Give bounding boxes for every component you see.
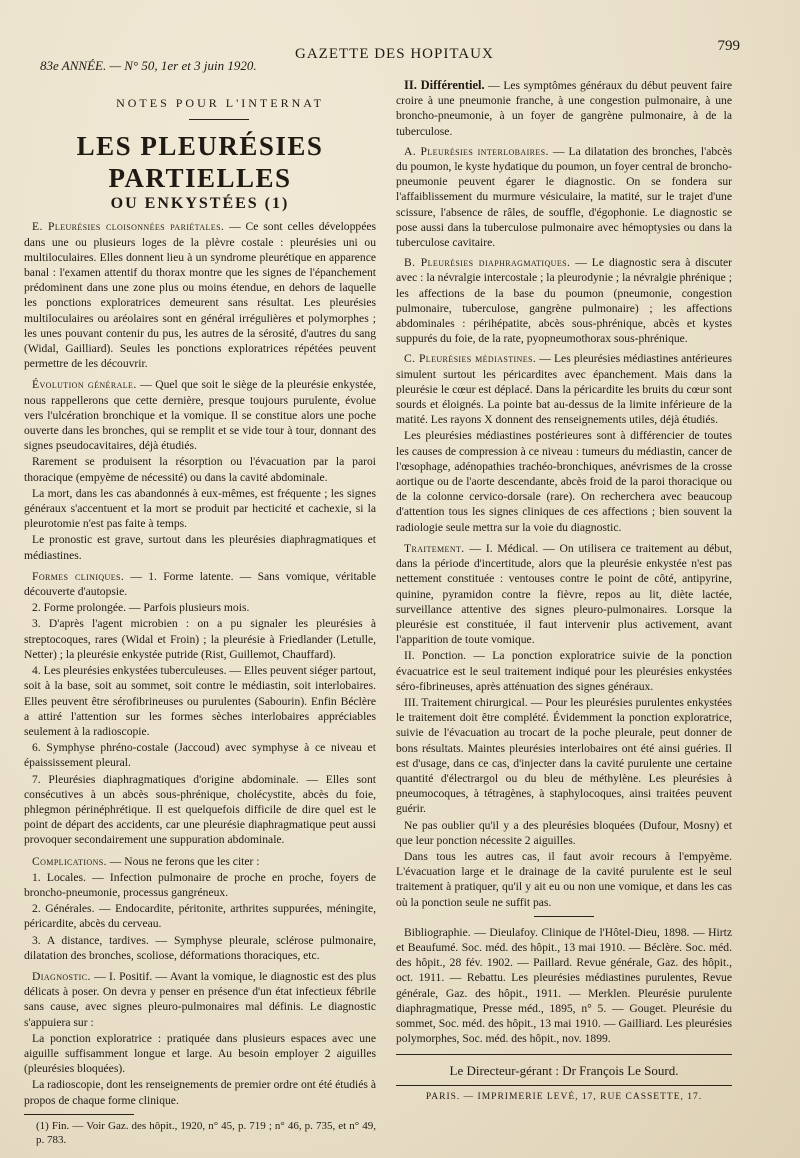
right-column: [396, 78, 732, 1105]
paragraph-text: — La dilatation des bronches, l'abcès du poumon, le kyste hydatique du poumon, un foyer central de broncho-pneumonie peuvent égarer le diagnostic. On se fondera sur l'affaiblissement du murmure vésiculaire, la matité, sur le trajet d'une scissure, l'absence de râles, de souffle, d'égophonie. Le diagnostic se pose aussi dans la tuberculose pulmonaire avec hémoptysies ou dans la tuberculose cavitaire.: [396, 144, 732, 250]
paragraph: [396, 255, 732, 346]
run-in-heading: E. Pleurésies cloisonnées pariétales.: [32, 220, 225, 234]
divider: [534, 916, 594, 917]
running-header: [40, 38, 740, 78]
paragraph: 1. Locales. — Infection pulmonaire de proche en proche, foyers de broncho-pneumonie, processus gangréneux.: [24, 870, 376, 899]
left-column: [24, 92, 376, 1147]
run-in-heading: C. Pleurésies médiastines.: [404, 352, 537, 366]
paragraph-text: — Quel que soit le siège de la pleurésie enkystée, nous rappellerons que cette dernière, presque toujours purulente, évolue vers l'ulcération bronchique et la vomique. Il se constitue alors une poche ouverte dans les bronches, qui se remplit et se vide tour à tour, donnant des signes pseudocavitaires, déjà étudiés.: [24, 378, 376, 453]
bibliography: Bibliographie. — Dieulafoy. Clinique de l'Hôtel-Dieu, 1898. — Hirtz et Beaufumé. Soc. méd. des hôpit., 13 mai 1910. — Béclère. Soc. méd. des hôpit., 28 fév. 1902. — Paillard. Revue générale, Gaz. des hôpit., oct. 1911. — Rebattu. Les pleurésies médiastines purulentes, Revue générale, Gaz. des hôpit., 1911. — Merklen. Pleurésie purulente diaphragmatique, Presse méd., 1895, n° 5. — Gouget. Pleurésie du sommet, Soc. méd. des hôpit., 13 mai 1910. — Gailliard. Les pleurésies polymorphes, Soc. méd. des hôpit., nov. 1899.: [396, 925, 732, 1046]
paragraph-text: — Les pleurésies médiastines antérieures simulent surtout les péricardites avec épanchement. Mais dans la pleurésie le cœur est déplacé. Dans la péricardite les bruits du cœur sont sourds et éloignés. La pointe bat au-dessus de la limite inférieure de la matité. Les rayons X donnent des renseignements utiles, déjà étudiés.: [396, 352, 732, 427]
run-in-heading: Traitement.: [404, 541, 465, 555]
paragraph: [24, 377, 376, 453]
paragraph-text: — 1. Forme latente. — Sans vomique, véritable découverte d'autopsie.: [24, 569, 376, 599]
paragraph: 7. Pleurésies diaphragmatiques d'origine abdominale. — Elles sont consécutives à un abcès sous-phrénique, cholécystite, abcès du foie, phlegmon périnéphrétique. Il est quelquefois difficile de dire quel est le point de départ des accidents, car une pleurésie diaphragmatique peut aussi provoquer secondairement une suppuration abdominale.: [24, 772, 376, 847]
footnote: (1) Fin. — Voir Gaz. des hôpit., 1920, n° 45, p. 719 ; n° 46, p. 735, et n° 49, p. 783.: [36, 1119, 376, 1146]
paragraph: 2. Forme prolongée. — Parfois plusieurs mois.: [32, 601, 250, 615]
journal-title: GAZETTE DES HOPITAUX: [295, 46, 494, 62]
page-number: 799: [717, 38, 740, 54]
paragraph: [24, 219, 376, 371]
run-in-heading: A. Pleurésies interlobaires.: [404, 144, 549, 158]
article-subtitle: OU ENKYSTÉES (1): [110, 195, 290, 213]
paragraph: II. Ponction. — La ponction exploratrice suivie de la ponction évacuatrice est le seul traitement indiqué pour les pleurésies enkystées séro-fibrineuses, après atténuation des signes généraux.: [396, 649, 732, 693]
printer-line: PARIS. — IMPRIMERIE LEVÉ, 17, RUE CASSETTE, 17.: [425, 1091, 703, 1102]
paragraph: [396, 541, 732, 647]
paragraph-text: — Le diagnostic sera à discuter avec : la névralgie intercostale ; la pleurodynie ; la névralgie phrénique ; les affections de la base du poumon (pneumonie, congestion pulmonaire, tuberculose, gangrène pulmonaire) ; les affections abdominales : périhépatite, abcès sous-phrénique, abcès et kystes suppurés du foie, de la rate, pyopneumothorax sous-phrénique.: [396, 256, 732, 346]
paragraph: 3. A distance, tardives. — Symphyse pleurale, sclérose pulmonaire, dilatation des bronches, scoliose, déformations thoraciques, etc.: [24, 933, 376, 962]
director-line: Le Directeur-gérant : Dr François Le Sourd.: [449, 1063, 679, 1079]
paragraph: [24, 854, 376, 869]
paragraph: [24, 969, 376, 1030]
paragraph: Le pronostic est grave, surtout dans les pleurésies diaphragmatiques et médiastines.: [24, 533, 376, 562]
divider: [189, 119, 249, 120]
paragraph: La mort, dans les cas abandonnés à eux-mêmes, est fréquente ; les signes généraux s'accentuent et la mort se produit par hecticité et cachexie, si la pleurotomie n'est pas faite à temps.: [24, 486, 376, 531]
footnote-rule: [24, 1114, 134, 1115]
paragraph: [396, 144, 732, 250]
paragraph: La radioscopie, dont les renseignements de premier ordre ont été étudiés à propos de chaque forme clinique.: [24, 1078, 376, 1107]
paragraph-text: — I. Médical. — On utilisera ce traitement au début, dans la période d'incertitude, alors que la pleurésie enkystée n'est pas nettement constituée : ventouses contre le point de côté, antipyrine, quinine, pyramidon contre la fièvre, repos au lit, diète lactée, surveillance attentive des signes pleuro-pulmonaires. Lorsque la pleurésie est constituée, il faut intervenir plus activement, avant l'apparition de toute vomique.: [396, 541, 732, 647]
run-in-heading: II. Différentiel.: [404, 78, 485, 92]
section-heading: NOTES POUR L'INTERNAT: [116, 96, 324, 110]
paragraph: La ponction exploratrice : pratiquée dans plusieurs espaces avec une aiguille suffisamment longue et large. Au besoin employer 2 aiguilles (pleurésies bloquées).: [24, 1031, 376, 1076]
paragraph: Rarement se produisent la résorption ou l'évacuation par la paroi thoracique (empyème de nécessité) ou dans la cavité abdominale.: [24, 455, 376, 484]
paragraph: 4. Les pleurésies enkystées tuberculeuses. — Elles peuvent siéger partout, soit à la base, soit au sommet, soit contre le médiastin, soit interlobaires. Elles peuvent être sérofibrineuses ou purulentes (Sabourin). Enfin Béclère a attiré l'attention sur les formes sèches interlobaires appréciables seulement à la radioscopie.: [24, 664, 376, 738]
article-title: LES PLEURÉSIES PARTIELLES: [76, 131, 324, 194]
run-in-heading: B. Pleurésies diaphragmatiques.: [404, 256, 571, 270]
paragraph-text: — I. Positif. — Avant la vomique, le diagnostic est des plus délicats à poser. On devra y penser en présence d'un état infectieux fébrile sans cause, avec signes pleuro-pulmonaires mal définis. Le diagnostic s'appuiera sur :: [24, 969, 376, 1029]
issue-line: 83e ANNÉE. — N° 50, 1er et 3 juin 1920.: [40, 58, 257, 73]
divider: [396, 1085, 732, 1086]
paragraph: Ne pas oublier qu'il y a des pleurésies bloquées (Dufour, Mosny) et que leur ponction nécessite 2 aiguilles.: [396, 818, 732, 847]
paragraph: 6. Symphyse phréno-costale (Jaccoud) avec symphyse à ce niveau et épaississement pleural.: [24, 741, 376, 770]
divider: [396, 1054, 732, 1055]
run-in-heading: Évolution générale.: [32, 378, 137, 392]
paragraph: [24, 569, 376, 599]
paragraph: 3. D'après l'agent microbien : on a pu signaler les pleurésies à streptocoques, rares (Widal et Froin) ; la pleurésie à Friedlander (Letulle, Netter) ; la pleurésie enkystée putride (Rist, Guillemot, Chauffard).: [24, 617, 376, 661]
paragraph: [396, 78, 732, 139]
paragraph: III. Traitement chirurgical. — Pour les pleurésies purulentes enkystées le traitement doit être complété. Évidemment la ponction exploratrice, suivie de l'évacuation au trocart de la poche pleurale, peut donner de bons résultats. Maintes pleurésies interlobaires ont été ainsi guéries. Il est d'usage, dans ce cas, d'injecter dans la cavité purulente une certaine quantité d'électrargol ou du bleu de méthylène. Les pleurésies à pneumocoques, à tétragènes, à staphylocoques, ainsi traitées peuvent guérir.: [396, 695, 732, 816]
run-in-heading: Complications.: [32, 854, 107, 868]
paragraph: [396, 351, 732, 427]
paragraph-text: — Ce sont celles développées dans une ou plusieurs loges de la plèvre costale : pleurésies uni ou multiloculaires. Elles donnent lieu à un syndrome pleurétique en apparence banal : l'examen attentif du thorax montre que les signes de l'épanchement prédominent dans une zone plus ou moins étendue, en dehors de laquelle les ponctions exploratrices demeurent sans résultat. Les pleurésies multiloculaires ou aréolaires sont en général irrégulières et polymorphes ; les unes pouvant contenir du pus, les autres de la sérosité, d'autres du sang (Widal, Gailliard). Seules les ponctions exploratrices répétées peuvent permettre de les découvrir.: [24, 220, 376, 371]
paragraph: Dans tous les autres cas, il faut avoir recours à l'empyème. L'évacuation large et le drainage de la cavité purulente est le seul traitement à pratiquer, qu'il y ait eu ou non une vomique, et dans les cas où la ponction seule ne suffit pas.: [396, 849, 732, 909]
paragraph-text: — Les symptômes généraux du début peuvent faire croire à une pneumonie franche, à une congestion pulmonaire, à une broncho-pneumonie, à un foyer de gangrène pulmonaire, à de la tuberculose.: [396, 79, 732, 138]
run-in-heading: Formes cliniques.: [32, 569, 125, 583]
run-in-heading: Diagnostic.: [32, 969, 91, 983]
paragraph: 2. Générales. — Endocardite, péritonite, arthrites suppurées, méningite, péricardite, abcès du cerveau.: [24, 902, 376, 931]
paragraph: Les pleurésies médiastines postérieures sont à différencier de toutes les causes de compression à ce niveau : tumeurs du médiastin, cancer de l'œsophage, adénopathies trachéo-bronchiques, anévrismes de la crosse aortique ou de l'aorte descendante, abcès froid de la paroi thoracique ou de la colonne cervico-dorsale (rare). On recherchera avec beaucoup d'attention tous les signes cliniques de ces affections ; bien souvent la radiologie seule mettra sur la voie du diagnostic.: [396, 429, 732, 534]
paragraph-text: — Nous ne ferons que les citer :: [106, 854, 260, 868]
